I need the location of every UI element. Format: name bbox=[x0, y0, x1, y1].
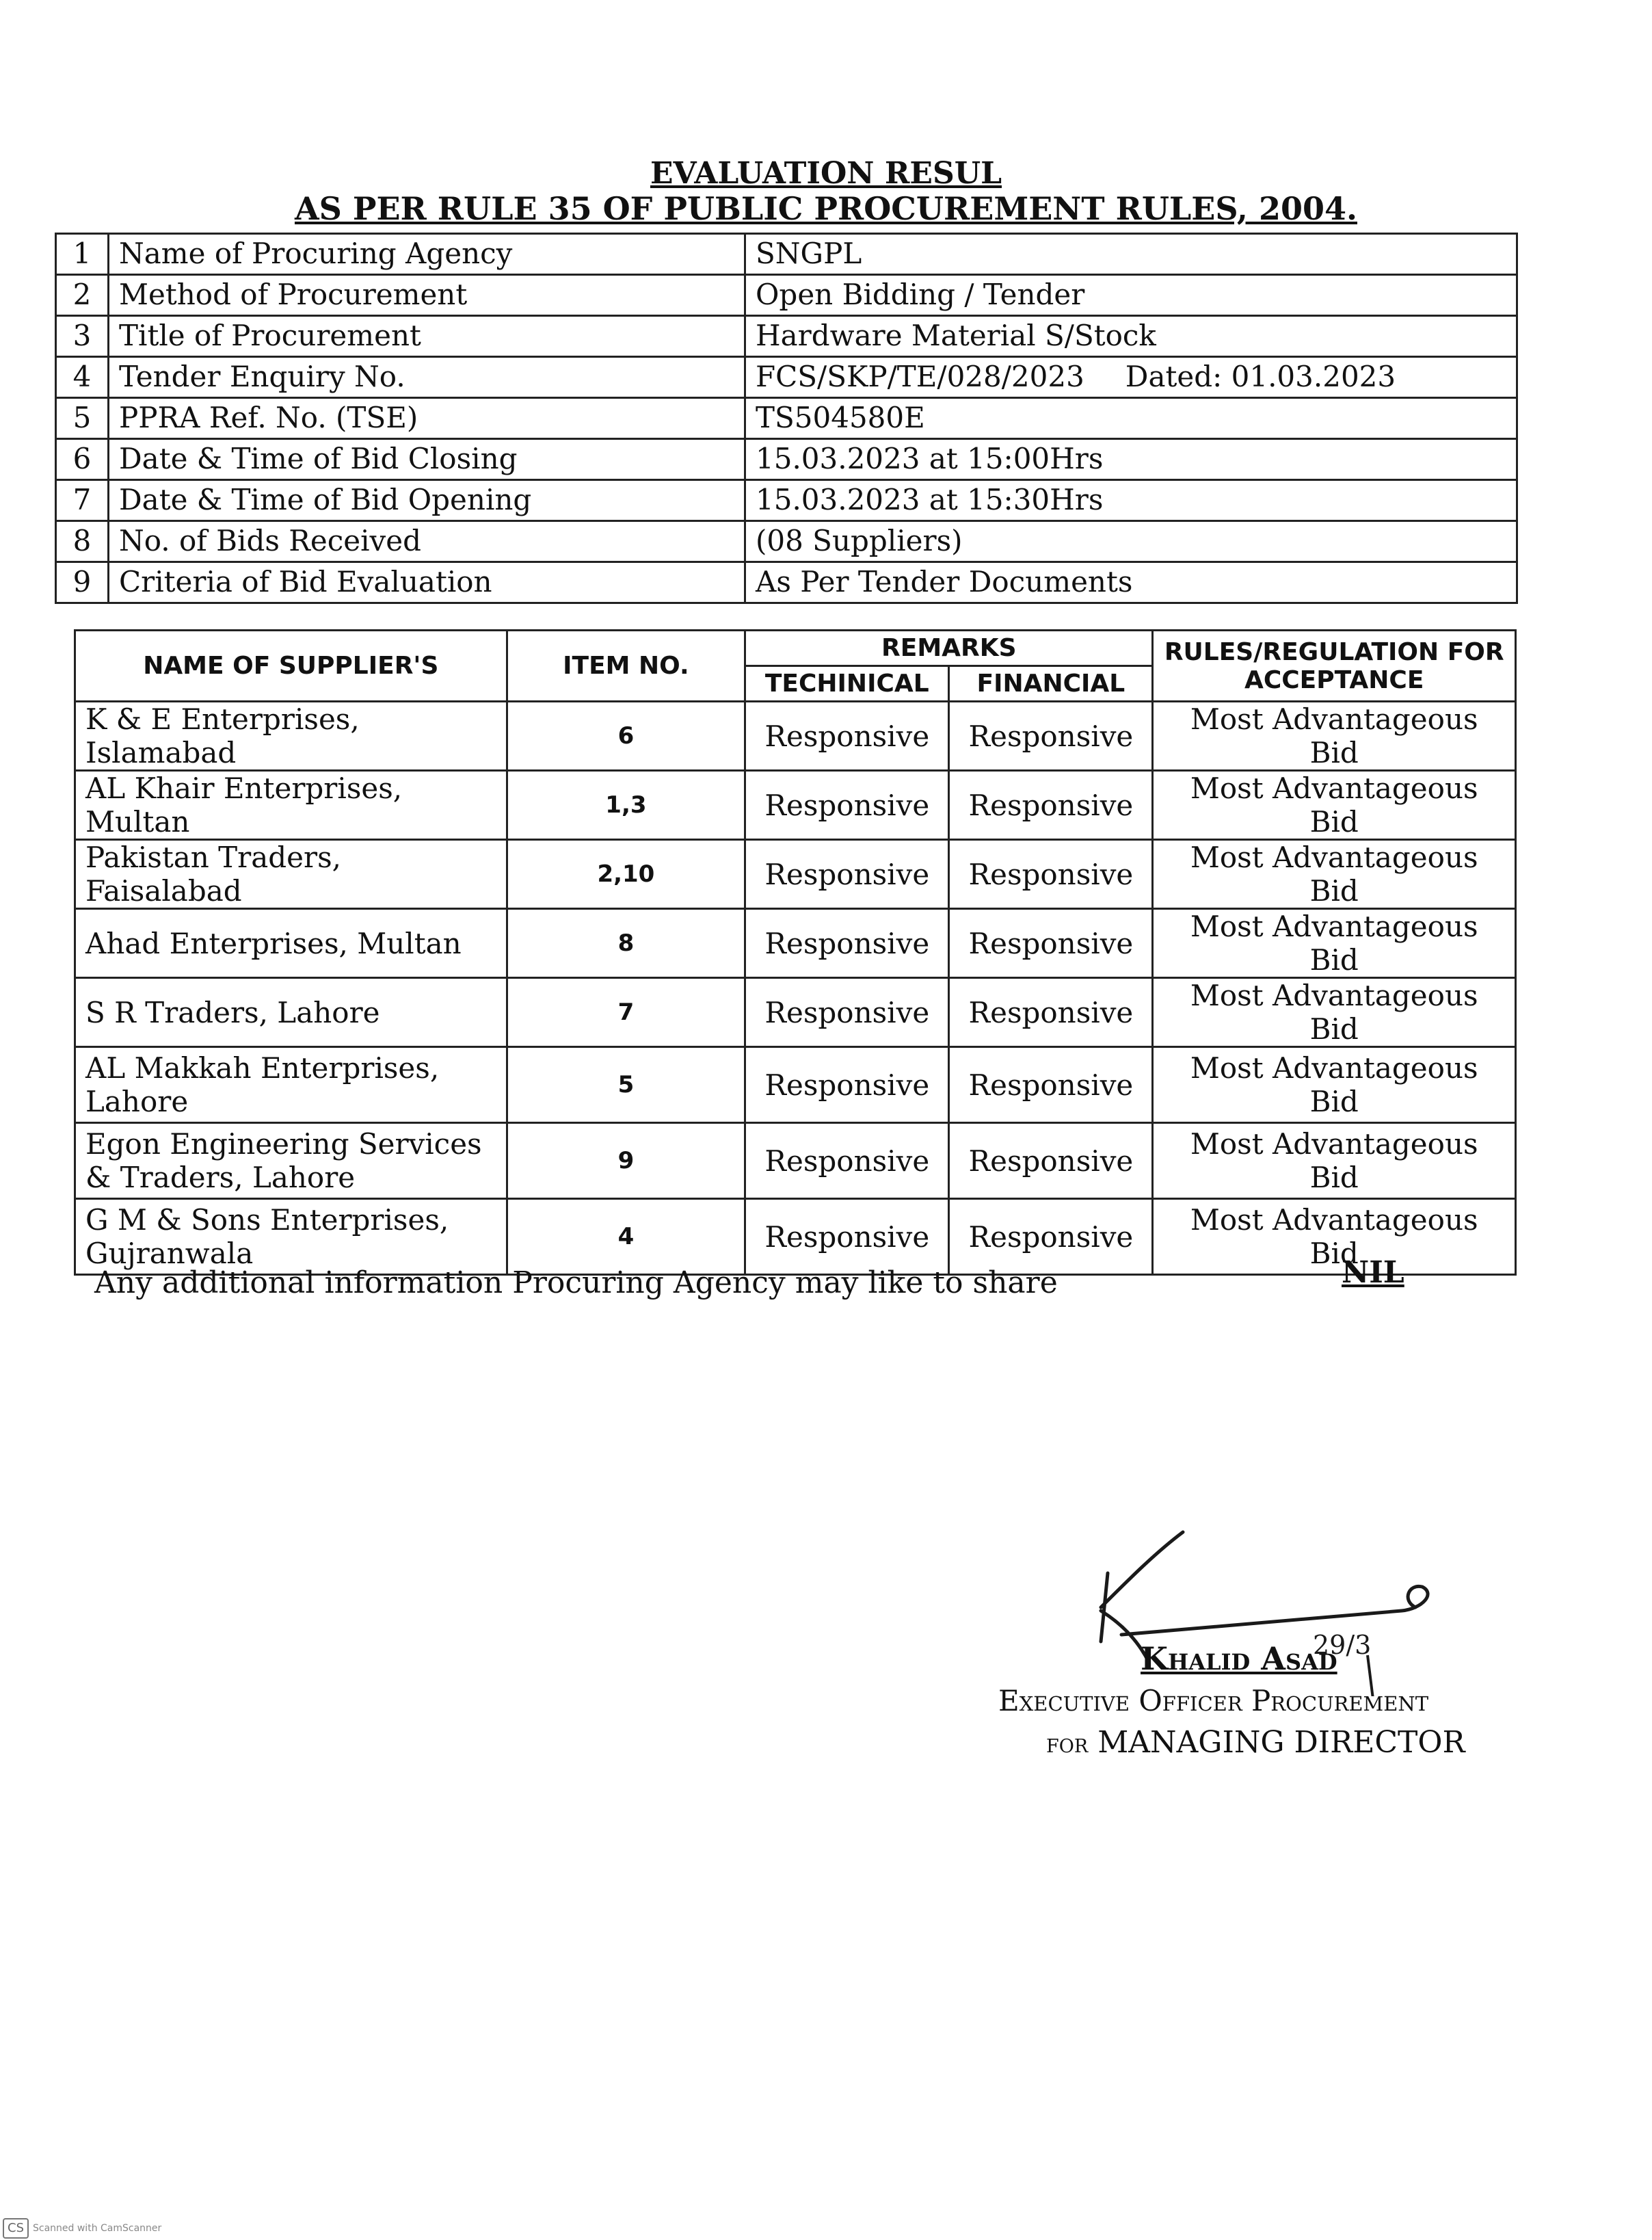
technical-remark: Responsive bbox=[745, 1123, 949, 1199]
info-row bbox=[56, 357, 1517, 398]
info-value-text: FCS/SKP/TE/028/2023 bbox=[756, 360, 1084, 394]
info-row-value bbox=[745, 234, 1517, 275]
signatory-title: Executive Officer Procurement bbox=[998, 1684, 1429, 1717]
info-row bbox=[56, 521, 1517, 562]
info-row-value bbox=[745, 275, 1517, 316]
supplier-name: K & E Enterprises, Islamabad bbox=[75, 702, 507, 771]
document-title: EVALUATION RESUL bbox=[650, 156, 1002, 191]
supplier-row bbox=[75, 909, 1516, 978]
supplier-row bbox=[75, 840, 1516, 909]
info-value-text: SNGPL bbox=[756, 237, 862, 271]
info-row-value bbox=[745, 480, 1517, 521]
info-row bbox=[56, 316, 1517, 357]
supplier-name: Ahad Enterprises, Multan bbox=[75, 909, 507, 978]
info-row-number: 3 bbox=[56, 316, 109, 357]
acceptance-rule: Most Advantageous Bid bbox=[1153, 1199, 1516, 1275]
info-row-label: No. of Bids Received bbox=[109, 521, 745, 562]
supplier-name: AL Khair Enterprises, Multan bbox=[75, 771, 507, 840]
signature-date: 29/3 bbox=[1313, 1630, 1372, 1660]
info-value-text: (08 Suppliers) bbox=[756, 524, 963, 558]
info-row-number: 6 bbox=[56, 439, 109, 480]
info-value-text: As Per Tender Documents bbox=[756, 565, 1133, 599]
supplier-item-no: 7 bbox=[507, 978, 745, 1047]
info-row bbox=[56, 562, 1517, 603]
info-row-value bbox=[745, 439, 1517, 480]
info-row-number: 1 bbox=[56, 234, 109, 275]
financial-remark: Responsive bbox=[949, 702, 1153, 771]
info-value-text: 15.03.2023 at 15:00Hrs bbox=[756, 442, 1104, 476]
technical-remark: Responsive bbox=[745, 1199, 949, 1275]
info-row-value bbox=[745, 357, 1517, 398]
info-row-number: 2 bbox=[56, 275, 109, 316]
additional-info-label: Any additional information Procuring Agency may like to share bbox=[94, 1265, 1058, 1300]
info-row-value bbox=[745, 521, 1517, 562]
info-row-label: Title of Procurement bbox=[109, 316, 745, 357]
info-row-label: Method of Procurement bbox=[109, 275, 745, 316]
supplier-name: AL Makkah Enterprises, Lahore bbox=[75, 1047, 507, 1123]
additional-info-value: NIL bbox=[1342, 1255, 1404, 1290]
info-row-value bbox=[745, 398, 1517, 439]
financial-remark: Responsive bbox=[949, 1199, 1153, 1275]
financial-remark: Responsive bbox=[949, 1047, 1153, 1123]
scanner-watermark: Scanned with CamScanner bbox=[33, 2223, 162, 2234]
signatory-for-prefix: for bbox=[1046, 1728, 1089, 1758]
header-remarks: REMARKS bbox=[745, 631, 1153, 666]
financial-remark: Responsive bbox=[949, 840, 1153, 909]
signatory-on-behalf bbox=[1046, 1725, 1465, 1760]
financial-remark: Responsive bbox=[949, 909, 1153, 978]
supplier-row bbox=[75, 978, 1516, 1047]
supplier-item-no: 6 bbox=[507, 702, 745, 771]
supplier-name: S R Traders, Lahore bbox=[75, 978, 507, 1047]
header-item-no: ITEM NO. bbox=[507, 631, 745, 702]
technical-remark: Responsive bbox=[745, 771, 949, 840]
supplier-row bbox=[75, 1199, 1516, 1275]
info-value-text: 15.03.2023 at 15:30Hrs bbox=[756, 483, 1104, 517]
supplier-row bbox=[75, 1123, 1516, 1199]
financial-remark: Responsive bbox=[949, 978, 1153, 1047]
technical-remark: Responsive bbox=[745, 1047, 949, 1123]
acceptance-rule: Most Advantageous Bid bbox=[1153, 771, 1516, 840]
info-row-number: 4 bbox=[56, 357, 109, 398]
info-row bbox=[56, 275, 1517, 316]
info-row-number: 8 bbox=[56, 521, 109, 562]
acceptance-rule: Most Advantageous Bid bbox=[1153, 909, 1516, 978]
supplier-item-no: 8 bbox=[507, 909, 745, 978]
header-supplier-name: NAME OF SUPPLIER'S bbox=[75, 631, 507, 702]
supplier-row bbox=[75, 771, 1516, 840]
info-row-value bbox=[745, 562, 1517, 603]
supplier-item-no: 5 bbox=[507, 1047, 745, 1123]
supplier-item-no: 4 bbox=[507, 1199, 745, 1275]
info-row-label: PPRA Ref. No. (TSE) bbox=[109, 398, 745, 439]
supplier-name: G M & Sons Enterprises, Gujranwala bbox=[75, 1199, 507, 1275]
info-row-label: Tender Enquiry No. bbox=[109, 357, 745, 398]
supplier-item-no: 1,3 bbox=[507, 771, 745, 840]
technical-remark: Responsive bbox=[745, 702, 949, 771]
header-financial: FINANCIAL bbox=[949, 666, 1153, 702]
supplier-name: Egon Engineering Services & Traders, Lahore bbox=[75, 1123, 507, 1199]
supplier-item-no: 9 bbox=[507, 1123, 745, 1199]
financial-remark: Responsive bbox=[949, 771, 1153, 840]
info-row bbox=[56, 234, 1517, 275]
signatory-name: Khalid Asad bbox=[1141, 1640, 1337, 1677]
info-value-text: Hardware Material S/Stock bbox=[756, 319, 1156, 353]
info-row bbox=[56, 398, 1517, 439]
info-row-number: 7 bbox=[56, 480, 109, 521]
procurement-info-table bbox=[55, 233, 1518, 604]
header-rules: RULES/REGULATION FOR ACCEPTANCE bbox=[1153, 631, 1516, 702]
technical-remark: Responsive bbox=[745, 978, 949, 1047]
acceptance-rule: Most Advantageous Bid bbox=[1153, 702, 1516, 771]
info-row-label: Date & Time of Bid Opening bbox=[109, 480, 745, 521]
signatory-for-text: MANAGING DIRECTOR bbox=[1097, 1725, 1465, 1760]
info-row bbox=[56, 439, 1517, 480]
header-technical: TECHINICAL bbox=[745, 666, 949, 702]
info-row-label: Name of Procuring Agency bbox=[109, 234, 745, 275]
supplier-item-no: 2,10 bbox=[507, 840, 745, 909]
supplier-row bbox=[75, 702, 1516, 771]
acceptance-rule: Most Advantageous Bid bbox=[1153, 978, 1516, 1047]
supplier-name: Pakistan Traders, Faisalabad bbox=[75, 840, 507, 909]
info-row-number: 9 bbox=[56, 562, 109, 603]
info-row-label: Date & Time of Bid Closing bbox=[109, 439, 745, 480]
info-value-text: TS504580E bbox=[756, 401, 925, 435]
acceptance-rule: Most Advantageous Bid bbox=[1153, 1123, 1516, 1199]
supplier-evaluation-table bbox=[74, 629, 1517, 1276]
financial-remark: Responsive bbox=[949, 1123, 1153, 1199]
info-row bbox=[56, 480, 1517, 521]
technical-remark: Responsive bbox=[745, 840, 949, 909]
acceptance-rule: Most Advantageous Bid bbox=[1153, 840, 1516, 909]
acceptance-rule: Most Advantageous Bid bbox=[1153, 1047, 1516, 1123]
camscanner-logo-icon: CS bbox=[3, 2218, 29, 2239]
supplier-row bbox=[75, 1047, 1516, 1123]
info-row-label: Criteria of Bid Evaluation bbox=[109, 562, 745, 603]
info-row-number: 5 bbox=[56, 398, 109, 439]
info-value-text: Open Bidding / Tender bbox=[756, 278, 1085, 312]
info-row-value bbox=[745, 316, 1517, 357]
info-value-dated: Dated: 01.03.2023 bbox=[1125, 360, 1396, 394]
technical-remark: Responsive bbox=[745, 909, 949, 978]
document-subtitle: AS PER RULE 35 OF PUBLIC PROCUREMENT RULES, 2004. bbox=[294, 190, 1357, 227]
